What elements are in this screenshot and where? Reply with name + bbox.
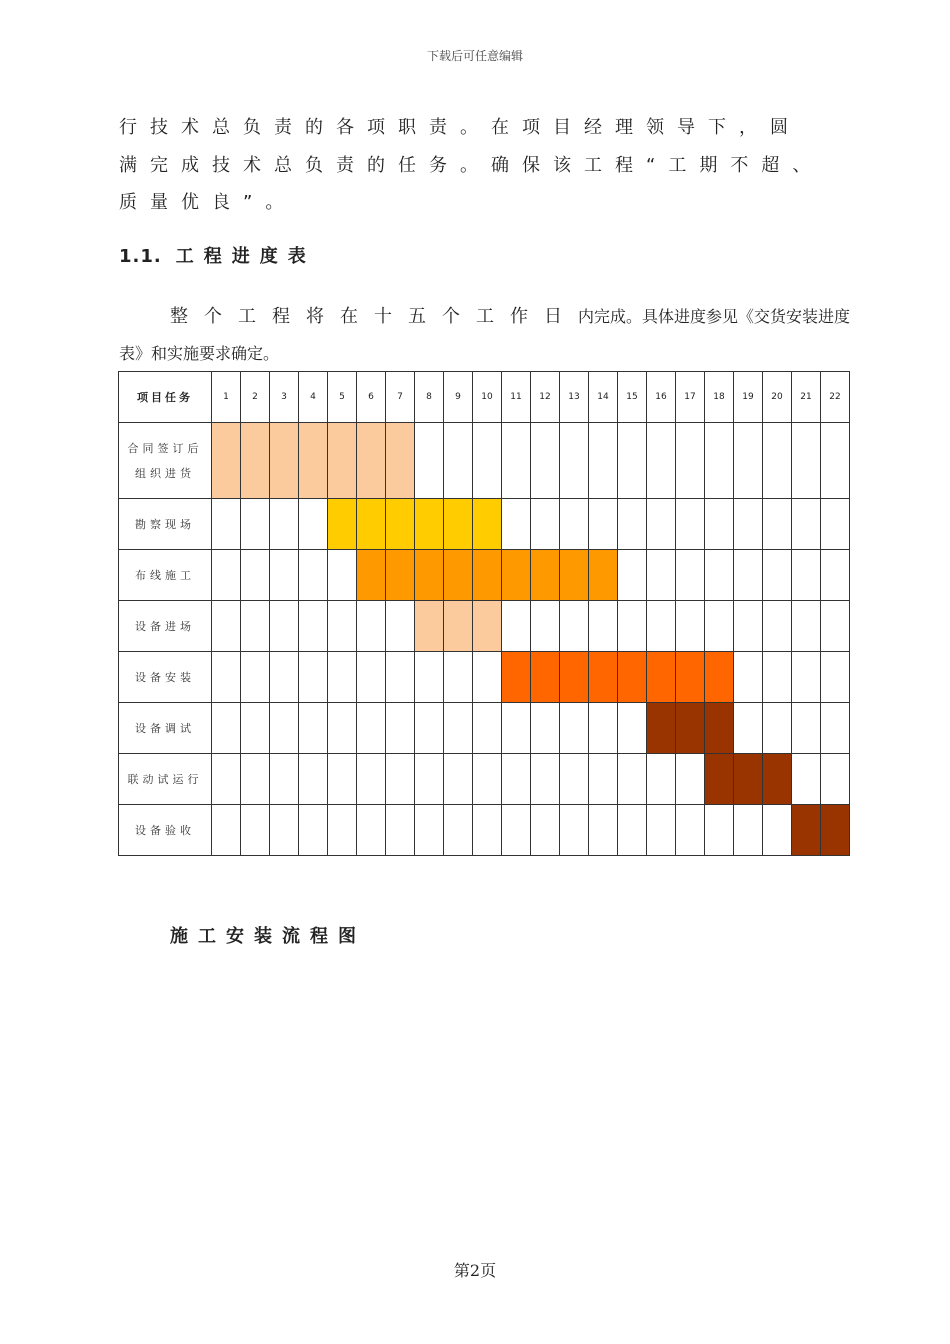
gantt-empty-cell: [473, 703, 502, 754]
gantt-empty-cell: [241, 601, 270, 652]
gantt-day-header: 8: [415, 372, 444, 423]
gantt-empty-cell: [560, 805, 589, 856]
gantt-empty-cell: [734, 703, 763, 754]
gantt-empty-cell: [212, 703, 241, 754]
gantt-task-row: [119, 601, 850, 652]
gantt-bar-cell: [386, 423, 415, 499]
gantt-bar-cell: [444, 550, 473, 601]
gantt-empty-cell: [589, 754, 618, 805]
gantt-empty-cell: [763, 652, 792, 703]
gantt-bar-cell: [444, 601, 473, 652]
gantt-task-row: [119, 499, 850, 550]
page-footer: 第2页: [453, 1261, 497, 1280]
gantt-empty-cell: [531, 423, 560, 499]
gantt-empty-cell: [618, 805, 647, 856]
body-line-1: 行技术总负责的各项职责。在项目经理领导下，圆: [119, 117, 801, 138]
gantt-day-header: 16: [647, 372, 676, 423]
gantt-empty-cell: [357, 652, 386, 703]
section-heading: [119, 242, 316, 268]
gantt-task-row: [119, 703, 850, 754]
gantt-empty-cell: [531, 703, 560, 754]
gantt-bar-cell: [357, 499, 386, 550]
gantt-empty-cell: [502, 754, 531, 805]
gantt-task-header: 项目任务: [119, 372, 212, 423]
gantt-empty-cell: [502, 423, 531, 499]
gantt-bar-cell: [531, 652, 560, 703]
gantt-empty-cell: [212, 652, 241, 703]
gantt-empty-cell: [763, 550, 792, 601]
gantt-empty-cell: [386, 703, 415, 754]
gantt-empty-cell: [647, 805, 676, 856]
gantt-empty-cell: [212, 550, 241, 601]
gantt-empty-cell: [357, 805, 386, 856]
gantt-bar-cell: [328, 499, 357, 550]
gantt-empty-cell: [444, 703, 473, 754]
gantt-empty-cell: [415, 805, 444, 856]
gantt-empty-cell: [676, 499, 705, 550]
page-header: 下载后可任意编辑: [426, 49, 523, 63]
gantt-bar-cell: [676, 703, 705, 754]
gantt-empty-cell: [705, 550, 734, 601]
gantt-empty-cell: [734, 652, 763, 703]
gantt-empty-cell: [821, 652, 850, 703]
gantt-task-row: [119, 754, 850, 805]
gantt-empty-cell: [270, 652, 299, 703]
gantt-empty-cell: [415, 754, 444, 805]
gantt-day-header: 20: [763, 372, 792, 423]
gantt-task-name: 设备安装: [119, 652, 212, 703]
gantt-empty-cell: [647, 601, 676, 652]
gantt-empty-cell: [241, 703, 270, 754]
gantt-empty-cell: [763, 805, 792, 856]
gantt-bar-cell: [647, 652, 676, 703]
gantt-empty-cell: [473, 805, 502, 856]
gantt-empty-cell: [502, 805, 531, 856]
gantt-empty-cell: [328, 703, 357, 754]
gantt-empty-cell: [647, 499, 676, 550]
gantt-empty-cell: [299, 652, 328, 703]
gantt-empty-cell: [560, 703, 589, 754]
gantt-bar-cell: [560, 550, 589, 601]
gantt-bar-cell: [618, 652, 647, 703]
gantt-empty-cell: [299, 805, 328, 856]
gantt-bar-cell: [357, 550, 386, 601]
section-title: 工程进度表: [175, 246, 316, 267]
gantt-header-row: [119, 372, 850, 423]
gantt-empty-cell: [473, 754, 502, 805]
gantt-empty-cell: [299, 703, 328, 754]
gantt-empty-cell: [792, 703, 821, 754]
gantt-bar-cell: [473, 550, 502, 601]
gantt-bar-cell: [241, 423, 270, 499]
gantt-bar-cell: [734, 754, 763, 805]
gantt-empty-cell: [560, 423, 589, 499]
gantt-empty-cell: [589, 601, 618, 652]
gantt-empty-cell: [299, 499, 328, 550]
gantt-day-header: 9: [444, 372, 473, 423]
gantt-empty-cell: [270, 499, 299, 550]
gantt-empty-cell: [241, 652, 270, 703]
gantt-empty-cell: [270, 805, 299, 856]
gantt-empty-cell: [415, 423, 444, 499]
gantt-task-name: 联动试运行: [119, 754, 212, 805]
gantt-task-name: 合同签订后组织进货: [119, 423, 212, 499]
gantt-empty-cell: [328, 652, 357, 703]
gantt-bar-cell: [415, 550, 444, 601]
gantt-day-header: 4: [299, 372, 328, 423]
gantt-empty-cell: [705, 499, 734, 550]
gantt-empty-cell: [502, 601, 531, 652]
gantt-empty-cell: [792, 499, 821, 550]
gantt-day-header: 1: [212, 372, 241, 423]
gantt-bar-cell: [444, 499, 473, 550]
gantt-empty-cell: [299, 601, 328, 652]
gantt-empty-cell: [618, 499, 647, 550]
gantt-empty-cell: [212, 499, 241, 550]
gantt-empty-cell: [241, 754, 270, 805]
gantt-empty-cell: [763, 601, 792, 652]
gantt-bar-cell: [705, 754, 734, 805]
gantt-empty-cell: [734, 423, 763, 499]
gantt-bar-cell: [328, 423, 357, 499]
gantt-empty-cell: [792, 754, 821, 805]
gantt-day-header: 5: [328, 372, 357, 423]
gantt-day-header: 6: [357, 372, 386, 423]
gantt-empty-cell: [618, 423, 647, 499]
gantt-empty-cell: [415, 703, 444, 754]
gantt-empty-cell: [792, 652, 821, 703]
gantt-empty-cell: [560, 499, 589, 550]
gantt-empty-cell: [763, 703, 792, 754]
gantt-empty-cell: [531, 499, 560, 550]
gantt-empty-cell: [560, 601, 589, 652]
flow-chart-title: 施工安装流程图: [170, 926, 366, 947]
gantt-empty-cell: [676, 601, 705, 652]
gantt-empty-cell: [734, 805, 763, 856]
gantt-empty-cell: [531, 601, 560, 652]
gantt-bar-cell: [473, 601, 502, 652]
gantt-empty-cell: [589, 423, 618, 499]
gantt-empty-cell: [560, 754, 589, 805]
gantt-bar-cell: [386, 499, 415, 550]
gantt-empty-cell: [357, 754, 386, 805]
paragraph-line-1: [170, 302, 850, 328]
gantt-empty-cell: [647, 423, 676, 499]
gantt-empty-cell: [647, 550, 676, 601]
gantt-bar-cell: [357, 423, 386, 499]
gantt-empty-cell: [299, 754, 328, 805]
gantt-bar-cell: [821, 805, 850, 856]
gantt-empty-cell: [531, 805, 560, 856]
gantt-empty-cell: [386, 652, 415, 703]
gantt-task-name: 勘察现场: [119, 499, 212, 550]
gantt-empty-cell: [792, 550, 821, 601]
gantt-empty-cell: [618, 601, 647, 652]
gantt-bar-cell: [763, 754, 792, 805]
gantt-task-row: [119, 423, 850, 499]
paragraph-line-2: 表》和实施要求确定。: [119, 344, 280, 363]
gantt-empty-cell: [212, 805, 241, 856]
gantt-bar-cell: [589, 550, 618, 601]
gantt-empty-cell: [792, 423, 821, 499]
gantt-empty-cell: [647, 754, 676, 805]
gantt-empty-cell: [589, 805, 618, 856]
gantt-empty-cell: [328, 805, 357, 856]
gantt-empty-cell: [821, 423, 850, 499]
gantt-bar-cell: [473, 499, 502, 550]
paragraph-part-1: 整个工程将在十五个工作日: [170, 306, 578, 327]
gantt-task-name: 设备验收: [119, 805, 212, 856]
gantt-empty-cell: [763, 499, 792, 550]
gantt-bar-cell: [502, 550, 531, 601]
gantt-bar-cell: [299, 423, 328, 499]
gantt-empty-cell: [386, 754, 415, 805]
gantt-task-name: 设备进场: [119, 601, 212, 652]
body-line-2: 满完成技术总负责的任务。确保该工程“工期不超、: [119, 155, 824, 176]
gantt-empty-cell: [821, 499, 850, 550]
gantt-day-header: 15: [618, 372, 647, 423]
gantt-empty-cell: [821, 601, 850, 652]
gantt-empty-cell: [792, 601, 821, 652]
gantt-empty-cell: [299, 550, 328, 601]
gantt-empty-cell: [589, 499, 618, 550]
gantt-task-row: [119, 550, 850, 601]
gantt-day-header: 7: [386, 372, 415, 423]
section-number: 1.1.: [119, 246, 162, 267]
gantt-bar-cell: [386, 550, 415, 601]
gantt-empty-cell: [705, 601, 734, 652]
gantt-day-header: 18: [705, 372, 734, 423]
gantt-empty-cell: [270, 550, 299, 601]
gantt-bar-cell: [502, 652, 531, 703]
body-line-3: 质量优良”。: [119, 192, 297, 213]
gantt-bar-cell: [705, 652, 734, 703]
gantt-empty-cell: [328, 601, 357, 652]
gantt-empty-cell: [212, 754, 241, 805]
gantt-day-header: 17: [676, 372, 705, 423]
gantt-empty-cell: [270, 703, 299, 754]
gantt-empty-cell: [386, 805, 415, 856]
gantt-empty-cell: [618, 550, 647, 601]
gantt-bar-cell: [531, 550, 560, 601]
gantt-day-header: 10: [473, 372, 502, 423]
gantt-empty-cell: [473, 652, 502, 703]
gantt-empty-cell: [502, 703, 531, 754]
gantt-empty-cell: [821, 550, 850, 601]
gantt-empty-cell: [444, 652, 473, 703]
gantt-empty-cell: [676, 754, 705, 805]
gantt-bar-cell: [589, 652, 618, 703]
gantt-day-header: 3: [270, 372, 299, 423]
gantt-day-header: 21: [792, 372, 821, 423]
gantt-day-header: 22: [821, 372, 850, 423]
gantt-bar-cell: [676, 652, 705, 703]
gantt-day-header: 13: [560, 372, 589, 423]
gantt-bar-cell: [792, 805, 821, 856]
gantt-empty-cell: [676, 550, 705, 601]
gantt-empty-cell: [705, 805, 734, 856]
gantt-empty-cell: [618, 703, 647, 754]
gantt-empty-cell: [241, 550, 270, 601]
gantt-empty-cell: [676, 423, 705, 499]
gantt-task-name: 布线施工: [119, 550, 212, 601]
gantt-task-row: [119, 805, 850, 856]
gantt-day-header: 11: [502, 372, 531, 423]
gantt-empty-cell: [589, 703, 618, 754]
gantt-empty-cell: [531, 754, 560, 805]
gantt-empty-cell: [734, 550, 763, 601]
gantt-empty-cell: [502, 499, 531, 550]
gantt-empty-cell: [328, 754, 357, 805]
gantt-empty-cell: [444, 754, 473, 805]
gantt-bar-cell: [212, 423, 241, 499]
gantt-empty-cell: [270, 601, 299, 652]
gantt-table: [118, 371, 850, 856]
gantt-empty-cell: [618, 754, 647, 805]
gantt-bar-cell: [647, 703, 676, 754]
gantt-empty-cell: [473, 423, 502, 499]
gantt-empty-cell: [821, 754, 850, 805]
paragraph-part-2: 内完成。具体进度参见《交货安装进度: [578, 307, 851, 326]
gantt-empty-cell: [241, 499, 270, 550]
gantt-empty-cell: [705, 423, 734, 499]
gantt-bar-cell: [415, 499, 444, 550]
gantt-empty-cell: [444, 423, 473, 499]
gantt-task-name: 设备调试: [119, 703, 212, 754]
gantt-task-row: [119, 652, 850, 703]
gantt-empty-cell: [328, 550, 357, 601]
gantt-empty-cell: [212, 601, 241, 652]
gantt-empty-cell: [241, 805, 270, 856]
gantt-day-header: 14: [589, 372, 618, 423]
gantt-empty-cell: [270, 754, 299, 805]
gantt-empty-cell: [357, 601, 386, 652]
gantt-empty-cell: [821, 703, 850, 754]
gantt-bar-cell: [270, 423, 299, 499]
gantt-empty-cell: [444, 805, 473, 856]
gantt-day-header: 12: [531, 372, 560, 423]
gantt-empty-cell: [763, 423, 792, 499]
gantt-day-header: 19: [734, 372, 763, 423]
gantt-empty-cell: [357, 703, 386, 754]
gantt-bar-cell: [560, 652, 589, 703]
gantt-empty-cell: [415, 652, 444, 703]
gantt-bar-cell: [415, 601, 444, 652]
gantt-bar-cell: [705, 703, 734, 754]
gantt-day-header: 2: [241, 372, 270, 423]
gantt-empty-cell: [734, 601, 763, 652]
gantt-empty-cell: [386, 601, 415, 652]
gantt-empty-cell: [676, 805, 705, 856]
gantt-empty-cell: [734, 499, 763, 550]
